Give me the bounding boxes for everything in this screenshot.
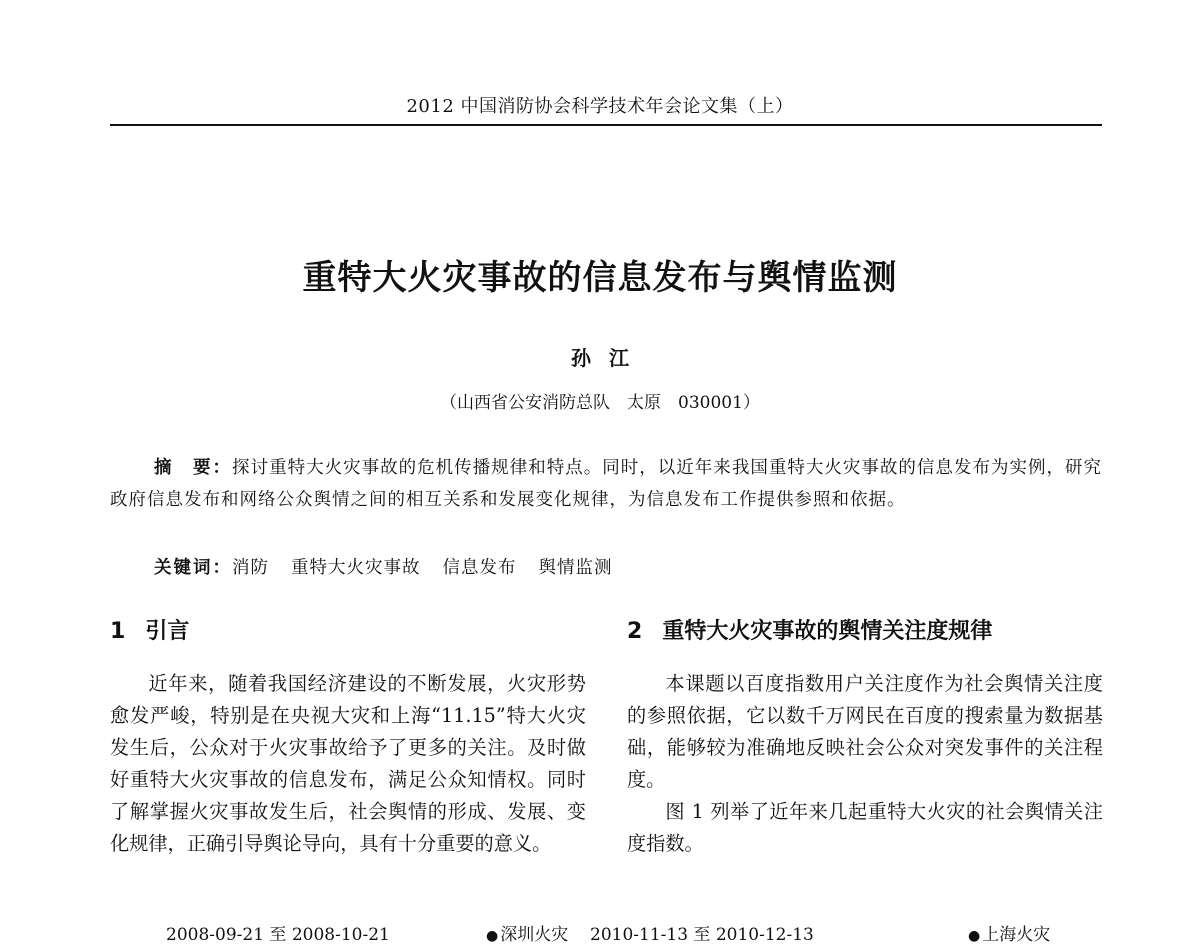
- bullet-dot-icon: ●: [968, 928, 981, 944]
- figure-legend-shanghai: [968, 920, 1050, 945]
- abstract: [110, 452, 1102, 516]
- left-column: [110, 668, 586, 860]
- figure-date-range-1: 2008-09-21 至 2008-10-21: [166, 925, 390, 945]
- keywords: [154, 554, 635, 579]
- keywords-label: 关键词：: [154, 558, 232, 578]
- keyword-item: 消防: [232, 558, 269, 578]
- figure-legend-shenzhen: [486, 920, 568, 945]
- author-affiliation: （山西省公安消防总队 太原 030001）: [440, 393, 760, 413]
- bullet-dot-icon: ●: [486, 928, 499, 944]
- running-header: 2012 中国消防协会科学技术年会论文集（上）: [406, 96, 794, 117]
- section-number: 2: [627, 619, 643, 644]
- keyword-item: 信息发布: [442, 558, 517, 578]
- legend-label: 深圳火灾: [500, 925, 569, 945]
- keyword-item: 重特大火灾事故: [291, 558, 421, 578]
- keyword-item: 舆情监测: [538, 558, 613, 578]
- right-column: [627, 668, 1103, 860]
- legend-label: 上海火灾: [982, 925, 1051, 945]
- body-paragraph: 近年来，随着我国经济建设的不断发展，火灾形势愈发严峻，特别是在央视大灾和上海“11.15”特大火灾发生后，公众对于火灾事故给予了更多的关注。及时做好重特大火灾事故的信息发布，满足公众知情权。同时了解掌握火灾事故发生后，社会舆情的形成、发展、变化规律，正确引导舆论导向，具有十分重要的意义。: [110, 672, 586, 855]
- abstract-label: 摘 要：: [154, 458, 233, 478]
- figure-date-range-2: 2010-11-13 至 2010-12-13: [590, 925, 814, 945]
- abstract-text: 探讨重特大火灾事故的危机传播规律和特点。同时，以近年来我国重特大火灾事故的信息发布为实例，研究政府信息发布和网络公众舆情之间的相互关系和发展变化规律，为信息发布工作提供参照和依据。: [110, 458, 1103, 510]
- section-title: 引言: [145, 619, 190, 644]
- paper-title: 重特大火灾事故的信息发布与舆情监测: [302, 258, 898, 298]
- author-name: 孙江: [571, 346, 647, 370]
- body-paragraph: 图 1 列举了近年来几起重特大火灾的社会舆情关注度指数。: [627, 800, 1103, 855]
- body-paragraph: 本课题以百度指数用户关注度作为社会舆情关注度的参照依据，它以数千万网民在百度的搜索量为数据基础，能够较为准确地反映社会公众对突发事件的关注程度。: [627, 672, 1103, 791]
- section-heading-attention-pattern: [627, 614, 992, 645]
- section-number: 1: [110, 619, 126, 644]
- section-title: 重特大火灾事故的舆情关注度规律: [662, 619, 993, 644]
- section-heading-introduction: [110, 614, 189, 645]
- header-rule: [110, 124, 1102, 126]
